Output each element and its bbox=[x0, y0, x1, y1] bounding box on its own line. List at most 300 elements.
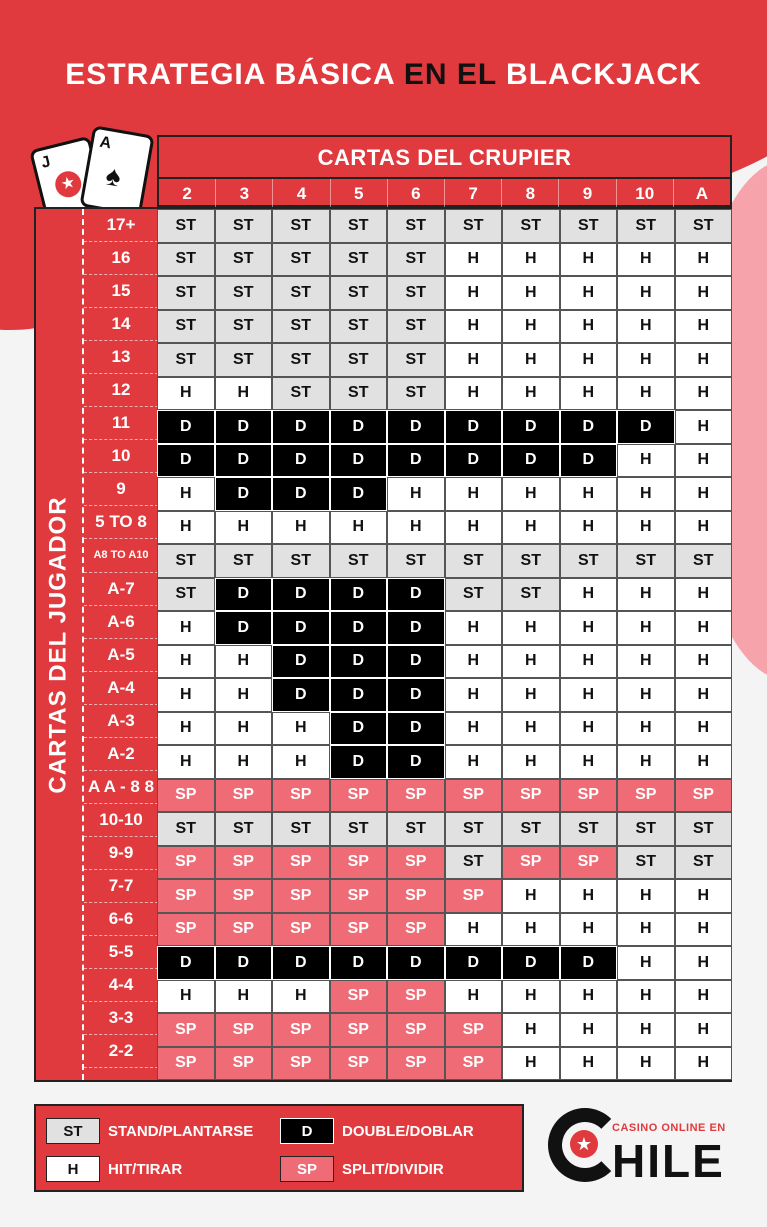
strategy-cell: D bbox=[560, 444, 618, 478]
player-hand-label: A-7 bbox=[84, 573, 158, 606]
strategy-cell: ST bbox=[502, 812, 560, 846]
strategy-cell: H bbox=[157, 611, 215, 645]
strategy-cell: H bbox=[272, 745, 330, 779]
strategy-cell: ST bbox=[215, 276, 273, 310]
strategy-cell: SP bbox=[387, 913, 445, 947]
strategy-cell: SP bbox=[215, 846, 273, 880]
strategy-cell: H bbox=[157, 377, 215, 411]
strategy-cell: SP bbox=[157, 846, 215, 880]
logo-tagline: CASINO ONLINE EN bbox=[612, 1122, 726, 1134]
strategy-cell: ST bbox=[330, 343, 388, 377]
strategy-cell: ST bbox=[330, 209, 388, 243]
strategy-cell: H bbox=[215, 645, 273, 679]
strategy-cell: ST bbox=[215, 243, 273, 277]
strategy-cell: ST bbox=[330, 310, 388, 344]
strategy-cell: D bbox=[215, 477, 273, 511]
strategy-cell: H bbox=[617, 578, 675, 612]
strategy-cell: SP bbox=[445, 879, 503, 913]
strategy-cell: SP bbox=[157, 1013, 215, 1047]
strategy-cell: ST bbox=[157, 578, 215, 612]
strategy-cell: H bbox=[560, 310, 618, 344]
strategy-cell: ST bbox=[387, 310, 445, 344]
player-title: CARTAS DEL JUGADOR bbox=[45, 495, 73, 794]
dealer-card-a: A bbox=[673, 179, 730, 209]
strategy-cell: H bbox=[675, 276, 733, 310]
strategy-cell: D bbox=[560, 410, 618, 444]
strategy-cell: D bbox=[387, 578, 445, 612]
strategy-cell: H bbox=[502, 745, 560, 779]
strategy-cell: H bbox=[560, 1047, 618, 1081]
strategy-cell: SP bbox=[330, 879, 388, 913]
strategy-cell: H bbox=[445, 343, 503, 377]
ace-card: A ♠ bbox=[79, 125, 154, 217]
strategy-cell: ST bbox=[215, 812, 273, 846]
strategy-cell: ST bbox=[272, 209, 330, 243]
strategy-cell: H bbox=[617, 946, 675, 980]
strategy-cell: SP bbox=[560, 846, 618, 880]
strategy-cell: ST bbox=[387, 544, 445, 578]
player-hand-label: 4-4 bbox=[84, 969, 158, 1002]
strategy-cell: ST bbox=[617, 846, 675, 880]
strategy-cell: H bbox=[560, 611, 618, 645]
strategy-cell: H bbox=[445, 477, 503, 511]
player-hand-label: 13 bbox=[84, 341, 158, 374]
strategy-cell: SP bbox=[157, 879, 215, 913]
player-hand-label: 14 bbox=[84, 308, 158, 341]
strategy-cell: SP bbox=[387, 879, 445, 913]
strategy-cell: D bbox=[215, 611, 273, 645]
strategy-cell: ST bbox=[272, 310, 330, 344]
strategy-cell: SP bbox=[272, 913, 330, 947]
player-axis-label bbox=[36, 209, 82, 1080]
player-hand-label: 15 bbox=[84, 275, 158, 308]
jack-card: J ★ bbox=[29, 136, 109, 231]
strategy-cell: H bbox=[445, 276, 503, 310]
legend-item-stand bbox=[46, 1118, 253, 1144]
strategy-cell: H bbox=[675, 410, 733, 444]
strategy-cell: H bbox=[560, 343, 618, 377]
strategy-cell: D bbox=[387, 678, 445, 712]
strategy-cell: H bbox=[617, 310, 675, 344]
strategy-cell: H bbox=[215, 745, 273, 779]
strategy-cell: D bbox=[387, 645, 445, 679]
strategy-cell: SP bbox=[330, 1013, 388, 1047]
strategy-cell: D bbox=[387, 410, 445, 444]
strategy-cell: H bbox=[560, 678, 618, 712]
strategy-cell: SP bbox=[330, 846, 388, 880]
strategy-cell: H bbox=[445, 645, 503, 679]
strategy-cell: ST bbox=[330, 812, 388, 846]
strategy-cell: H bbox=[445, 712, 503, 746]
player-hand-label: A-5 bbox=[84, 639, 158, 672]
strategy-cell: ST bbox=[445, 209, 503, 243]
strategy-cell: SP bbox=[157, 779, 215, 813]
strategy-cell: SP bbox=[617, 779, 675, 813]
strategy-cell: H bbox=[445, 913, 503, 947]
strategy-cell: H bbox=[675, 343, 733, 377]
strategy-cell: D bbox=[445, 444, 503, 478]
strategy-cell: ST bbox=[215, 209, 273, 243]
strategy-cell: SP bbox=[272, 779, 330, 813]
strategy-cell: ST bbox=[675, 846, 733, 880]
strategy-cell: H bbox=[157, 712, 215, 746]
player-hand-label: 6-6 bbox=[84, 903, 158, 936]
strategy-cell: D bbox=[157, 444, 215, 478]
strategy-cell: D bbox=[330, 946, 388, 980]
strategy-cell: H bbox=[675, 1047, 733, 1081]
strategy-cell: H bbox=[675, 712, 733, 746]
strategy-cell: D bbox=[387, 745, 445, 779]
strategy-cell: ST bbox=[560, 544, 618, 578]
strategy-cell: H bbox=[617, 243, 675, 277]
strategy-cell: D bbox=[387, 444, 445, 478]
strategy-cell: H bbox=[272, 980, 330, 1014]
player-hand-label: 2-2 bbox=[84, 1035, 158, 1068]
player-hand-label: 12 bbox=[84, 374, 158, 407]
title-part3: BLACKJACK bbox=[506, 58, 702, 91]
strategy-cell: H bbox=[502, 1013, 560, 1047]
strategy-cell: H bbox=[502, 343, 560, 377]
strategy-cell: H bbox=[445, 980, 503, 1014]
player-hand-label: 7-7 bbox=[84, 870, 158, 903]
strategy-cell: H bbox=[675, 511, 733, 545]
strategy-cell: H bbox=[502, 243, 560, 277]
strategy-cell: D bbox=[215, 444, 273, 478]
strategy-cell: ST bbox=[675, 812, 733, 846]
strategy-cell: D bbox=[272, 611, 330, 645]
strategy-cell: H bbox=[675, 913, 733, 947]
strategy-cell: H bbox=[157, 678, 215, 712]
strategy-cell: ST bbox=[387, 209, 445, 243]
dealer-card-10: 10 bbox=[616, 179, 673, 209]
strategy-cell: H bbox=[617, 745, 675, 779]
strategy-cell: H bbox=[330, 511, 388, 545]
strategy-cell: ST bbox=[272, 276, 330, 310]
strategy-cell: SP bbox=[675, 779, 733, 813]
strategy-cell: ST bbox=[272, 377, 330, 411]
strategy-cell: H bbox=[387, 477, 445, 511]
strategy-cell: H bbox=[560, 276, 618, 310]
strategy-cell: SP bbox=[215, 779, 273, 813]
strategy-cell: H bbox=[675, 745, 733, 779]
strategy-cell: D bbox=[330, 611, 388, 645]
strategy-cell: H bbox=[445, 377, 503, 411]
strategy-cell: D bbox=[330, 712, 388, 746]
strategy-cell: ST bbox=[387, 812, 445, 846]
strategy-cell: H bbox=[617, 511, 675, 545]
strategy-cell: D bbox=[387, 712, 445, 746]
strategy-cell: ST bbox=[330, 276, 388, 310]
player-hand-label: 17+ bbox=[84, 209, 158, 242]
strategy-cell: SP bbox=[157, 913, 215, 947]
legend-item-split bbox=[280, 1156, 444, 1182]
strategy-cell: ST bbox=[330, 377, 388, 411]
brand-logo bbox=[548, 1108, 738, 1198]
strategy-table bbox=[34, 207, 732, 1082]
strategy-cell: H bbox=[675, 444, 733, 478]
strategy-cell: D bbox=[215, 946, 273, 980]
strategy-cell: H bbox=[617, 913, 675, 947]
strategy-cell: SP bbox=[157, 1047, 215, 1081]
strategy-cell: H bbox=[675, 1013, 733, 1047]
strategy-cell: ST bbox=[157, 209, 215, 243]
logo-word: HILE bbox=[612, 1135, 725, 1187]
legend bbox=[34, 1104, 524, 1192]
strategy-cell: H bbox=[617, 678, 675, 712]
player-hand-label: A A - 8 8 bbox=[84, 771, 158, 804]
strategy-cell: ST bbox=[215, 343, 273, 377]
strategy-cell: ST bbox=[502, 578, 560, 612]
strategy-cell: ST bbox=[157, 276, 215, 310]
strategy-cell: D bbox=[272, 946, 330, 980]
strategy-cell: ST bbox=[445, 544, 503, 578]
title-part2: EN EL bbox=[403, 58, 497, 91]
strategy-cell: D bbox=[502, 444, 560, 478]
strategy-cell: ST bbox=[157, 310, 215, 344]
strategy-cell: SP bbox=[445, 779, 503, 813]
strategy-cell: H bbox=[675, 611, 733, 645]
strategy-cell: H bbox=[445, 243, 503, 277]
strategy-cell: D bbox=[157, 946, 215, 980]
dealer-title: CARTAS DEL CRUPIER bbox=[317, 145, 572, 170]
strategy-cell: SP bbox=[330, 1047, 388, 1081]
strategy-cell: H bbox=[560, 645, 618, 679]
strategy-cell: H bbox=[387, 511, 445, 545]
strategy-cell: H bbox=[502, 511, 560, 545]
strategy-cell: ST bbox=[387, 343, 445, 377]
strategy-cell: SP bbox=[387, 980, 445, 1014]
strategy-cell: D bbox=[272, 444, 330, 478]
strategy-cell: ST bbox=[215, 544, 273, 578]
strategy-cell: H bbox=[502, 879, 560, 913]
strategy-cell: ST bbox=[502, 209, 560, 243]
strategy-cell: ST bbox=[157, 544, 215, 578]
strategy-cell: ST bbox=[157, 812, 215, 846]
strategy-cell: H bbox=[617, 343, 675, 377]
legend-swatch-stand: ST bbox=[46, 1118, 100, 1144]
strategy-cell: SP bbox=[215, 879, 273, 913]
strategy-cell: ST bbox=[617, 209, 675, 243]
dealer-card-2: 2 bbox=[182, 184, 192, 203]
strategy-cell: H bbox=[445, 678, 503, 712]
strategy-cell: H bbox=[675, 678, 733, 712]
strategy-cell: H bbox=[215, 678, 273, 712]
strategy-cell: H bbox=[157, 645, 215, 679]
legend-swatch-hit: H bbox=[46, 1156, 100, 1182]
strategy-cell: H bbox=[560, 377, 618, 411]
player-hand-label: A-6 bbox=[84, 606, 158, 639]
strategy-cell: H bbox=[560, 1013, 618, 1047]
player-hand-label: A-2 bbox=[84, 738, 158, 771]
strategy-cell: ST bbox=[387, 377, 445, 411]
strategy-cell: D bbox=[330, 578, 388, 612]
legend-text-double: DOUBLE/DOBLAR bbox=[342, 1122, 474, 1140]
dealer-header bbox=[157, 135, 732, 207]
strategy-cell: SP bbox=[387, 846, 445, 880]
legend-item-hit bbox=[46, 1156, 182, 1182]
strategy-cell: H bbox=[560, 578, 618, 612]
legend-item-double bbox=[280, 1118, 474, 1144]
player-hand-label: A-3 bbox=[84, 705, 158, 738]
strategy-cell: H bbox=[617, 611, 675, 645]
strategy-cell: H bbox=[675, 310, 733, 344]
strategy-cell: H bbox=[502, 712, 560, 746]
strategy-cell: D bbox=[387, 946, 445, 980]
strategy-cell: H bbox=[617, 1047, 675, 1081]
player-hand-label: A-4 bbox=[84, 672, 158, 705]
player-hand-label: 9-9 bbox=[84, 837, 158, 870]
strategy-cell: H bbox=[560, 745, 618, 779]
strategy-cell: H bbox=[675, 879, 733, 913]
page-title bbox=[0, 58, 767, 92]
strategy-cell: SP bbox=[272, 846, 330, 880]
strategy-cell: H bbox=[502, 377, 560, 411]
strategy-cell: H bbox=[617, 1013, 675, 1047]
strategy-cell: D bbox=[330, 645, 388, 679]
strategy-cell: ST bbox=[502, 544, 560, 578]
strategy-cell: H bbox=[445, 745, 503, 779]
spade-icon: ♠ bbox=[103, 159, 124, 193]
strategy-cell: SP bbox=[330, 913, 388, 947]
strategy-cell: D bbox=[502, 946, 560, 980]
strategy-cell: SP bbox=[330, 980, 388, 1014]
strategy-cell: ST bbox=[617, 544, 675, 578]
strategy-cell: H bbox=[617, 377, 675, 411]
player-hand-label: 16 bbox=[84, 242, 158, 275]
strategy-cell: H bbox=[215, 377, 273, 411]
strategy-cell: H bbox=[560, 511, 618, 545]
strategy-cell: ST bbox=[272, 812, 330, 846]
strategy-cell: ST bbox=[387, 243, 445, 277]
dealer-card-8: 8 bbox=[501, 179, 558, 209]
strategy-cell: H bbox=[502, 611, 560, 645]
strategy-cell: H bbox=[560, 980, 618, 1014]
strategy-cell: H bbox=[272, 511, 330, 545]
strategy-cell: H bbox=[502, 980, 560, 1014]
strategy-cell: H bbox=[675, 946, 733, 980]
strategy-cell: D bbox=[445, 946, 503, 980]
strategy-cell: SP bbox=[560, 779, 618, 813]
title-part1: ESTRATEGIA BÁSICA bbox=[65, 58, 395, 91]
strategy-cell: D bbox=[272, 477, 330, 511]
strategy-cell: ST bbox=[387, 276, 445, 310]
strategy-cell: H bbox=[445, 511, 503, 545]
strategy-cell: SP bbox=[272, 1013, 330, 1047]
strategy-cell: H bbox=[157, 511, 215, 545]
strategy-cell: D bbox=[272, 410, 330, 444]
strategy-cell: H bbox=[617, 276, 675, 310]
legend-swatch-split: SP bbox=[280, 1156, 334, 1182]
strategy-cell: SP bbox=[330, 779, 388, 813]
strategy-cell: H bbox=[502, 310, 560, 344]
player-hand-label: 10-10 bbox=[84, 804, 158, 837]
strategy-cell: ST bbox=[675, 544, 733, 578]
strategy-cell: ST bbox=[617, 812, 675, 846]
player-hand-label: 11 bbox=[84, 407, 158, 440]
strategy-cell: SP bbox=[502, 779, 560, 813]
strategy-cell: H bbox=[445, 611, 503, 645]
player-hand-label: 3-3 bbox=[84, 1002, 158, 1035]
dealer-card-7: 7 bbox=[444, 179, 501, 209]
legend-text-split: SPLIT/DIVIDIR bbox=[342, 1160, 444, 1178]
dealer-card-4: 4 bbox=[272, 179, 329, 209]
strategy-cell: D bbox=[387, 611, 445, 645]
playing-cards-icon bbox=[34, 120, 164, 220]
strategy-cell: H bbox=[502, 645, 560, 679]
strategy-cell: H bbox=[675, 645, 733, 679]
strategy-cell: H bbox=[560, 913, 618, 947]
strategy-cell: SP bbox=[445, 1047, 503, 1081]
strategy-cell: D bbox=[272, 578, 330, 612]
strategy-cell: SP bbox=[215, 913, 273, 947]
strategy-cell: H bbox=[157, 980, 215, 1014]
strategy-cell: H bbox=[675, 377, 733, 411]
strategy-cell: H bbox=[502, 913, 560, 947]
strategy-cell: ST bbox=[445, 846, 503, 880]
strategy-cell: H bbox=[560, 477, 618, 511]
strategy-cell: H bbox=[617, 980, 675, 1014]
strategy-cell: H bbox=[157, 745, 215, 779]
strategy-cell: SP bbox=[215, 1047, 273, 1081]
player-hand-label: 5 TO 8 bbox=[84, 506, 158, 539]
strategy-cell: H bbox=[675, 980, 733, 1014]
strategy-cell: H bbox=[675, 578, 733, 612]
strategy-cell: D bbox=[445, 410, 503, 444]
strategy-cell: H bbox=[675, 243, 733, 277]
strategy-cell: ST bbox=[560, 812, 618, 846]
strategy-cell: H bbox=[215, 712, 273, 746]
strategy-cell: SP bbox=[215, 1013, 273, 1047]
strategy-cell: SP bbox=[502, 846, 560, 880]
strategy-cell: H bbox=[502, 477, 560, 511]
player-hand-label: 9 bbox=[84, 473, 158, 506]
star-icon: ★ bbox=[53, 168, 85, 200]
strategy-cell: H bbox=[215, 511, 273, 545]
strategy-cell: ST bbox=[330, 243, 388, 277]
strategy-cell: H bbox=[617, 477, 675, 511]
strategy-cell: ST bbox=[272, 544, 330, 578]
legend-text-stand: STAND/PLANTARSE bbox=[108, 1122, 254, 1140]
strategy-cell: D bbox=[502, 410, 560, 444]
strategy-cells bbox=[157, 209, 732, 1080]
player-hand-label: A8 TO A10 bbox=[84, 539, 158, 572]
player-hand-labels bbox=[82, 209, 158, 1080]
player-hand-label: 5-5 bbox=[84, 936, 158, 969]
strategy-cell: D bbox=[330, 477, 388, 511]
strategy-cell: H bbox=[502, 678, 560, 712]
strategy-cell: SP bbox=[272, 1047, 330, 1081]
strategy-cell: SP bbox=[387, 779, 445, 813]
strategy-cell: ST bbox=[445, 812, 503, 846]
strategy-cell: H bbox=[617, 879, 675, 913]
logo-star-icon: ★ bbox=[570, 1130, 598, 1158]
strategy-cell: SP bbox=[387, 1047, 445, 1081]
strategy-cell: H bbox=[502, 276, 560, 310]
strategy-cell: H bbox=[560, 243, 618, 277]
strategy-cell: H bbox=[617, 645, 675, 679]
strategy-cell: D bbox=[215, 578, 273, 612]
strategy-cell: ST bbox=[272, 343, 330, 377]
strategy-cell: ST bbox=[157, 343, 215, 377]
strategy-cell: ST bbox=[675, 209, 733, 243]
strategy-cell: SP bbox=[387, 1013, 445, 1047]
dealer-card-6: 6 bbox=[387, 179, 444, 209]
strategy-cell: D bbox=[215, 410, 273, 444]
strategy-cell: SP bbox=[272, 879, 330, 913]
strategy-cell: H bbox=[502, 1047, 560, 1081]
strategy-cell: D bbox=[330, 410, 388, 444]
dealer-cards-row bbox=[159, 177, 730, 209]
